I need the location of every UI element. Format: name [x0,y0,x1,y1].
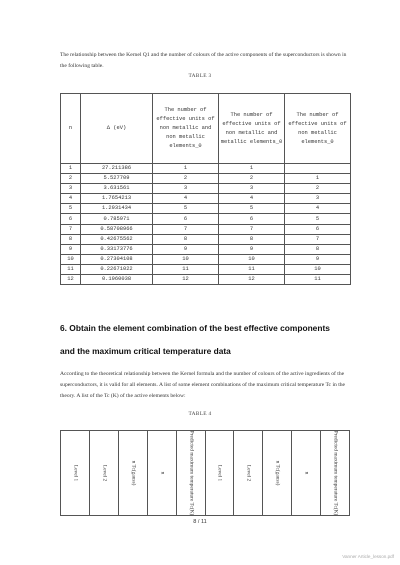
watermark-text: Vanner Article_lesson.pdf [342,554,394,559]
table-4-column-header [206,431,235,515]
table-row [61,194,351,204]
table-cell: 6 [61,214,81,224]
table-cell: 6 [285,224,351,234]
table-cell: 7 [153,224,219,234]
table-cell: 4 [61,194,81,204]
table-cell: 7 [285,234,351,244]
table-4-column-label: Level 1 [72,464,79,482]
table-header-cell: The number of effective units of non metallic elements_0 [285,94,351,164]
table-header-cell: The number of effective units of non metallic and metallic elements_0 [219,94,285,164]
table-cell: 3 [219,184,285,194]
table-cell: 8 [219,234,285,244]
table-4-column-label: Predicted maximum temperature Tc(K) [332,430,339,516]
table-cell: 5 [61,204,81,214]
table-4-column-header [119,431,148,515]
table-cell: 1 [153,164,219,174]
table-cell: 3 [61,184,81,194]
table-row [61,275,351,285]
table-cell: 7 [61,224,81,234]
table-cell: 2 [153,174,219,184]
table-cell: 6 [153,214,219,224]
table-cell: 6 [219,214,285,224]
table-4-column-label: Level 2 [245,464,252,482]
table-row [61,174,351,184]
table-cell: 0.58708966 [81,224,153,234]
table-cell: 0.27304108 [81,254,153,264]
table-row [61,234,351,244]
table-cell: 10 [61,254,81,264]
table-4-column-label: Predicted maximum temperature Tc(K) [188,430,195,516]
table-cell: 12 [153,275,219,285]
table-cell: 4 [153,194,219,204]
table-3 [60,93,351,285]
table-cell: 10 [285,264,351,274]
table-row [61,164,351,174]
table-row [61,254,351,264]
table-4-caption: TABLE 4 [188,411,212,417]
intro-paragraph: The relationship between the Kernel Q1 and the number of colours of the active components of the superconductors is shown in the following table. [60,52,347,69]
section-heading-line-1: 6. Obtain the element combination of the best effective components [60,323,330,333]
table-cell: 9 [61,244,81,254]
table-cell: 4 [219,194,285,204]
table-4-column-label: n [303,471,310,475]
table-row [61,214,351,224]
table-cell: 9 [219,244,285,254]
table-3-caption: TABLE 3 [188,73,212,79]
table-row [61,224,351,234]
table-cell: 7 [219,224,285,234]
table-cell: 2 [61,174,81,184]
table-cell: 0.22671022 [81,264,153,274]
table-cell: 1.7654213 [81,194,153,204]
table-row [61,184,351,194]
table-cell: 5 [285,214,351,224]
table-4-column-label: Level 2 [101,464,108,482]
table-4-column-header [234,431,263,515]
table-cell: 2 [285,184,351,194]
table-cell: 11 [285,275,351,285]
table-cell: 11 [61,264,81,274]
table-4-column-label: n Tc(gauss) [130,460,137,486]
table-4 [60,430,350,516]
table-4-column-header [321,431,349,515]
table-cell: 1.2931434 [81,204,153,214]
table-header-cell: n [61,94,81,164]
table-cell: 8 [285,244,351,254]
table-cell: 3 [285,194,351,204]
table-cell: 8 [153,234,219,244]
table-cell: 1 [285,174,351,184]
table-4-column-header [292,431,321,515]
table-cell: 9 [153,244,219,254]
page-number: 8 / 11 [193,519,207,525]
table-cell: 27.211386 [81,164,153,174]
table-cell: 3 [153,184,219,194]
table-4-column-header [61,431,90,515]
table-cell: 5.527709 [81,174,153,184]
table-cell: 5 [219,204,285,214]
table-row [61,204,351,214]
table-header-cell: The number of effective units of non metallic and non metallic elements_0 [153,94,219,164]
table-4-column-header [263,431,292,515]
table-cell: 3.631561 [81,184,153,194]
table-cell: 0.1960038 [81,275,153,285]
table-cell: 9 [285,254,351,264]
table-3-header [61,94,351,164]
table-4-column-label: Level 1 [216,464,223,482]
table-4-column-header [177,431,206,515]
table-3-body [61,164,351,285]
table-cell: 5 [153,204,219,214]
table-4-column-label: n [159,471,166,475]
table-cell: 0.33173776 [81,244,153,254]
table-cell: 0.785971 [81,214,153,224]
table-header-cell: Δ (eV) [81,94,153,164]
table-cell: 12 [61,275,81,285]
table-cell: 1 [219,164,285,174]
table-cell: 10 [219,254,285,264]
table-cell: 11 [219,264,285,274]
table-cell: 8 [61,234,81,244]
table-cell [285,164,351,174]
table-4-column-label: n Tc(gauss) [274,460,281,486]
section-heading-line-2: and the maximum critical temperature data [60,346,231,356]
table-cell: 12 [219,275,285,285]
table-cell: 1 [61,164,81,174]
table-cell: 2 [219,174,285,184]
table-row [61,264,351,274]
table-cell: 10 [153,254,219,264]
table-cell: 11 [153,264,219,274]
body-paragraph: According to the theoretical relationship between the Kernel formula and the number of colours of the active ingredients of the superconductors, it is valid for all elements. A list of some element combinations of the maximum critical temperature Tc in the theory. A list of the Tc (K) of the active elements below: [60,371,346,399]
table-4-column-header [90,431,119,515]
table-cell: 0.42675562 [81,234,153,244]
table-row [61,244,351,254]
table-4-column-header [148,431,177,515]
table-cell: 4 [285,204,351,214]
